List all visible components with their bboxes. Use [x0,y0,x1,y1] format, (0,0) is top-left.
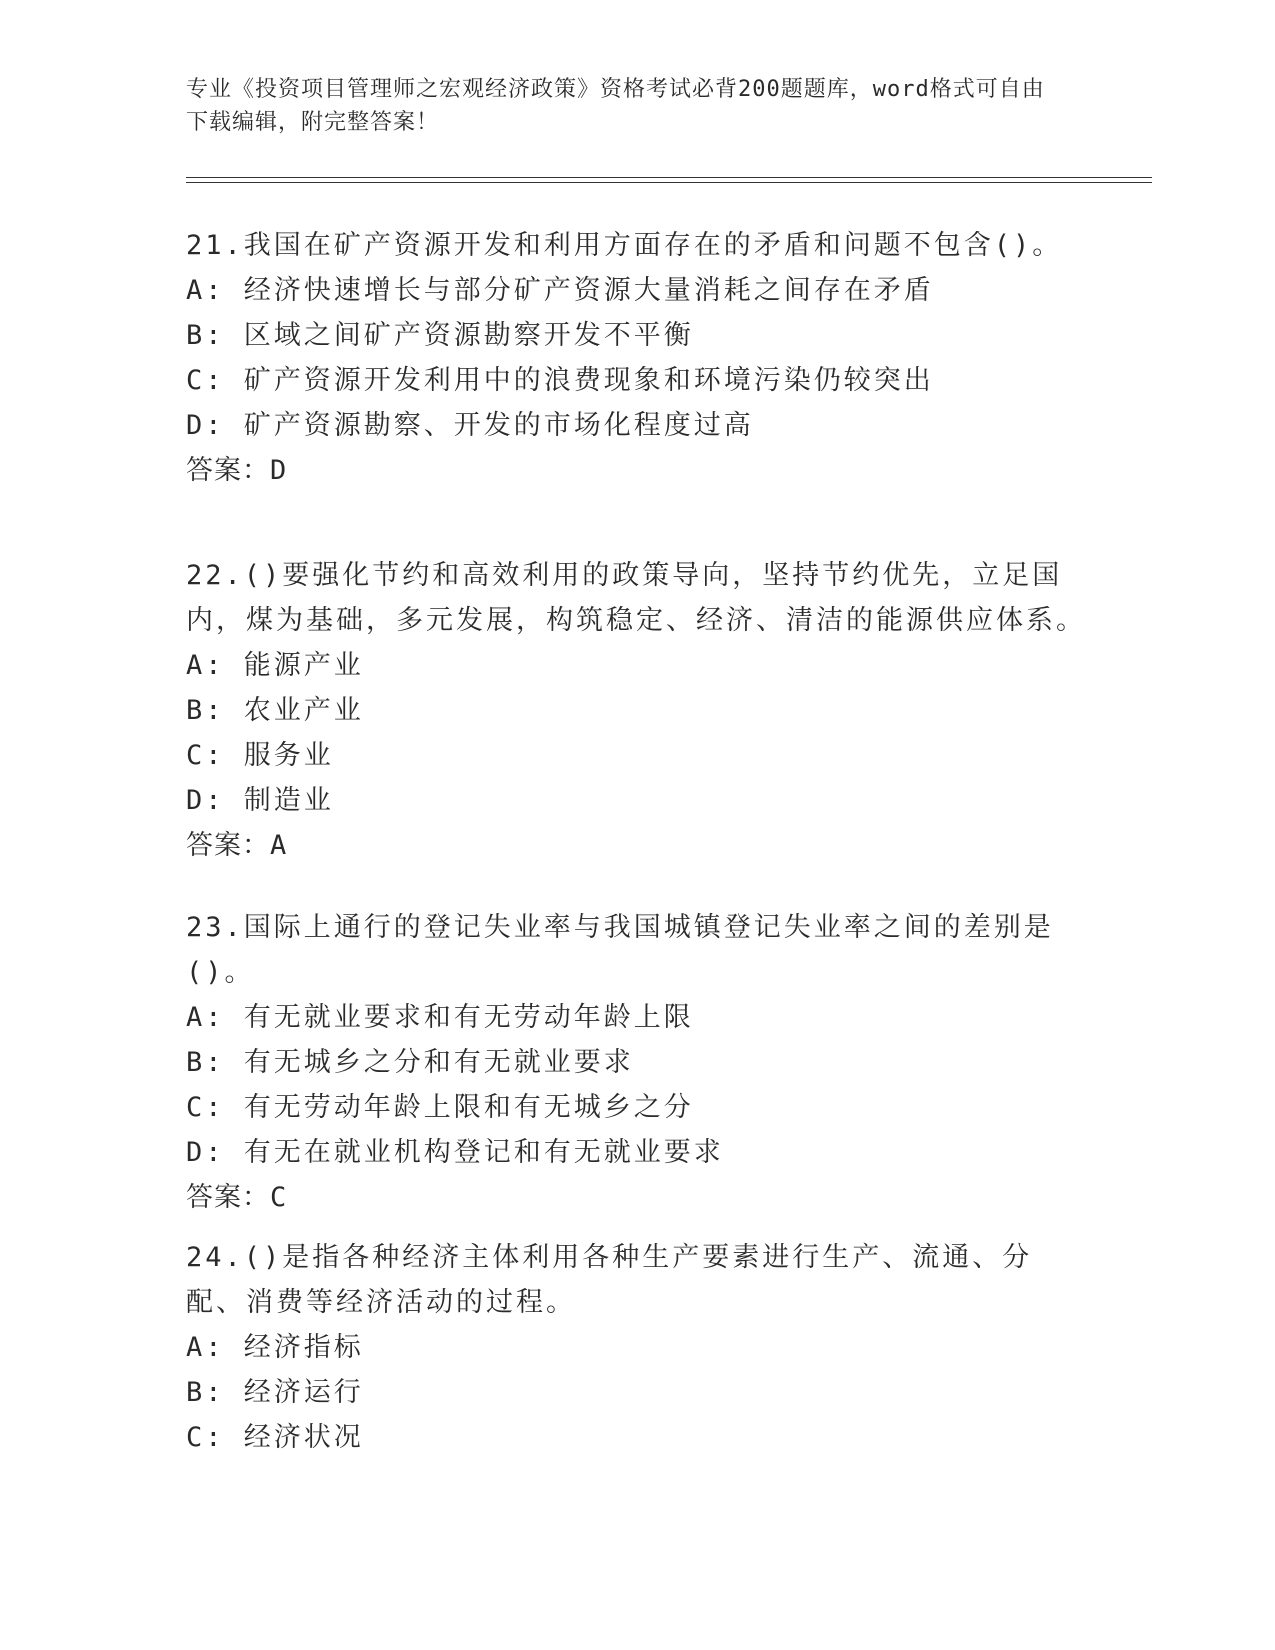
question-block [186,1235,1086,1460]
answer-value: C [270,1182,288,1213]
answer-value: D [270,455,288,486]
option-b: B: 区域之间矿产资源勘察开发不平衡 [186,320,694,351]
option-a: A: 有无就业要求和有无劳动年龄上限 [186,1002,694,1033]
question-block [186,553,1086,868]
answer-line [186,448,1086,493]
question-block [186,223,1086,493]
answer-label: 答案： [186,455,270,486]
option-c: C: 服务业 [186,740,334,771]
option-d: D: 矿产资源勘察、开发的市场化程度过高 [186,410,754,441]
option-c: C: 矿产资源开发利用中的浪费现象和环境污染仍较突出 [186,365,934,396]
option-b: B: 农业产业 [186,695,364,726]
question-stem: 23.国际上通行的登记失业率与我国城镇登记失业率之间的差别是()。 [186,912,1054,988]
option-b: B: 经济运行 [186,1377,364,1408]
option-a: A: 能源产业 [186,650,364,681]
option-a: A: 经济快速增长与部分矿产资源大量消耗之间存在矛盾 [186,275,934,306]
option-d: D: 有无在就业机构登记和有无就业要求 [186,1137,724,1168]
answer-label: 答案： [186,1182,270,1213]
option-c: C: 有无劳动年龄上限和有无城乡之分 [186,1092,694,1123]
question-stem: 21.我国在矿产资源开发和利用方面存在的矛盾和问题不包含()。 [186,230,1063,261]
question-stem: 22.()要强化节约和高效利用的政策导向，坚持节约优先，立足国内，煤为基础，多元发展，构筑稳定、经济、清洁的能源供应体系。 [186,560,1086,636]
document-header-title: 专业《投资项目管理师之宏观经济政策》资格考试必背200题题库，word格式可自由下载编辑，附完整答案！ [186,77,1045,135]
option-d: D: 制造业 [186,785,334,816]
answer-line [186,1175,1086,1220]
option-c: C: 经济状况 [186,1422,364,1453]
question-block [186,905,1086,1220]
option-b: B: 有无城乡之分和有无就业要求 [186,1047,634,1078]
question-stem: 24.()是指各种经济主体利用各种生产要素进行生产、流通、分配、消费等经济活动的过程。 [186,1242,1033,1318]
answer-label: 答案： [186,830,270,861]
header-divider [186,177,1152,183]
answer-value: A [270,830,288,861]
answer-line [186,823,1086,868]
option-a: A: 经济指标 [186,1332,364,1363]
